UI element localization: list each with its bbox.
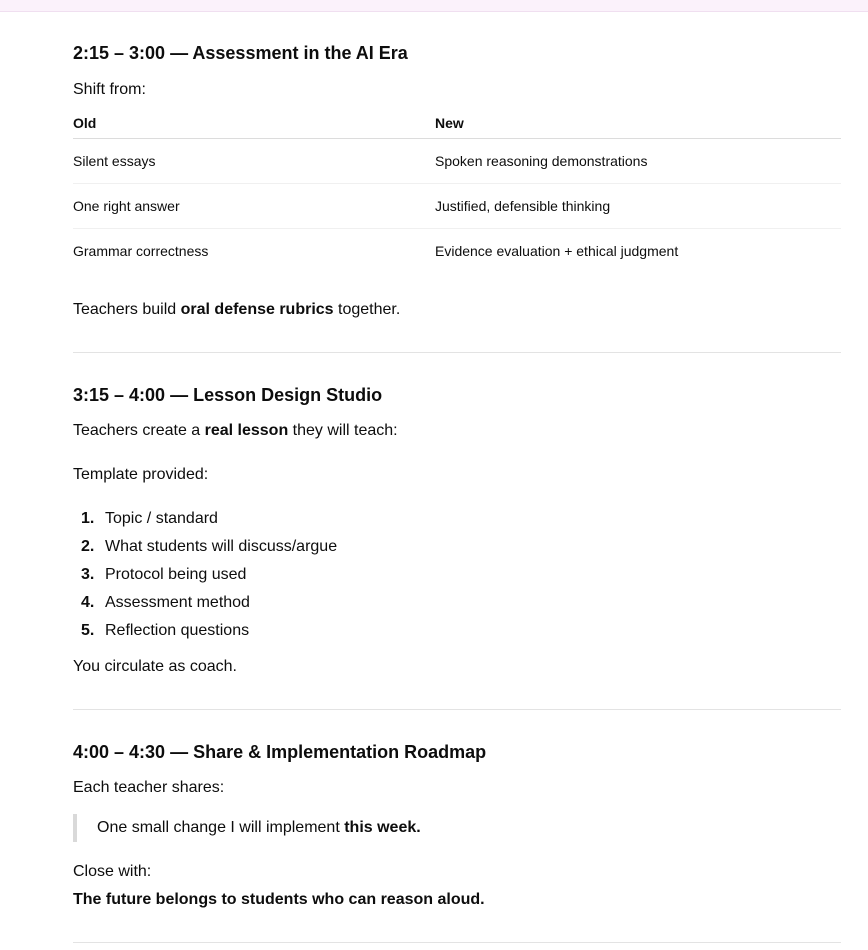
top-bar [0, 0, 868, 12]
list-item: 4. Assessment method [81, 594, 250, 611]
list-item: 5. Reflection questions [81, 622, 250, 639]
table-cell-new: Evidence evaluation + ethical judgment [435, 243, 679, 259]
table-row [73, 184, 841, 229]
real-lesson-bold: real lesson [204, 422, 289, 439]
template-list [73, 505, 337, 645]
share-intro: Each teacher shares: [73, 779, 225, 796]
shift-from-label: Shift from: [73, 81, 146, 98]
column-header-new: New [435, 107, 841, 139]
table-row [73, 139, 841, 184]
coach-note: You circulate as coach. [73, 658, 237, 675]
close-with-label: Close with: [73, 863, 152, 880]
table-cell-old: Silent essays [73, 139, 435, 184]
lesson-intro: Teachers create a real lesson they will teach: [73, 422, 398, 439]
section-heading-assessment: 2:15 – 3:00 — Assessment in the AI Era [73, 43, 408, 63]
section-heading-share-roadmap: 4:00 – 4:30 — Share & Implementation Roadmap [73, 742, 487, 762]
list-item: 2. What students will discuss/argue [81, 538, 338, 555]
blockquote: One small change I will implement this week. [73, 814, 421, 842]
section-divider [73, 942, 841, 943]
rubrics-bold: oral defense rubrics [180, 301, 334, 318]
section-heading-lesson-design: 3:15 – 4:00 — Lesson Design Studio [73, 385, 383, 405]
list-item: 3. Protocol being used [81, 566, 247, 583]
table-cell-old: Grammar correctness [73, 243, 209, 259]
table-cell-new: Justified, defensible thinking [435, 184, 841, 229]
column-header-old: Old [73, 107, 435, 139]
section-divider [73, 352, 841, 353]
table-header-row [73, 107, 841, 139]
table-row [73, 229, 841, 274]
template-label: Template provided: [73, 466, 209, 483]
this-week-bold: this week. [344, 819, 421, 836]
table-cell-new: Spoken reasoning demonstrations [435, 139, 841, 184]
list-item: 1. Topic / standard [81, 510, 218, 527]
section-divider [73, 709, 841, 710]
table-cell-old: One right answer [73, 184, 435, 229]
shift-table [73, 107, 841, 273]
rubrics-note: Teachers build oral defense rubrics together. [73, 301, 401, 318]
closing-statement: The future belongs to students who can reason aloud. [73, 891, 485, 908]
